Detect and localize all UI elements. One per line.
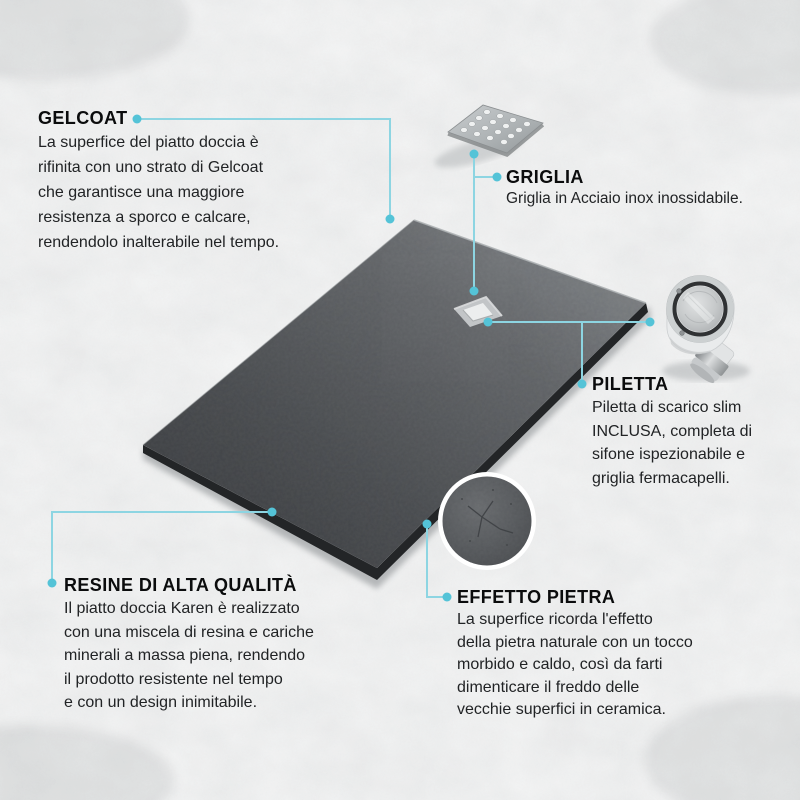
callout-dot [443,593,452,602]
callout-dot [268,508,277,517]
callout-dot [470,150,479,159]
effetto-text-line: morbido e caldo, così da farti [457,656,663,673]
gelcoat-text-line: La superfice del piatto doccia è [38,134,259,151]
piletta-text-line: Piletta di scarico slim [592,399,742,416]
piletta-text-line: INCLUSA, completa di [592,422,753,440]
section-resine [64,575,314,715]
griglia-description [506,189,743,209]
gelcoat-title: GELCOAT [38,108,128,128]
section-gelcoat [38,108,279,255]
gelcoat-text-line: resistenza a sporco e calcare, [38,209,251,226]
effetto-text-line: vecchie superfici in ceramica. [457,701,666,718]
resine-text-line: minerali a massa piena, rendendo [64,647,306,664]
callout-dot [493,173,502,182]
gelcoat-text-line: che garantisce una maggiore [38,184,245,201]
callout-dot [48,579,57,588]
griglia-text-line: Griglia in Acciaio inox inossidabile. [506,190,743,207]
resine-text-line: il prodotto resistente nel tempo [64,670,283,688]
callout-dot [646,318,655,327]
drain-screw [680,331,685,336]
section-griglia [506,167,743,209]
effetto-pietra-description [457,609,693,722]
gelcoat-text-line: rifinita con uno strato di Gelcoat [38,159,264,176]
resine-text-line: con una miscela di resina e cariche [64,623,314,641]
callout-dot [484,318,493,327]
effetto-text-line: dimenticare il freddo delle [457,678,640,696]
gelcoat-description [38,130,279,255]
griglia-title: GRIGLIA [506,167,584,187]
effetto-pietra-title: EFFETTO PIETRA [457,587,616,607]
resine-text-line: e con un design inimitabile. [64,694,258,711]
piletta-text-line: sifone ispezionabile e [592,446,745,463]
resine-description [64,597,314,715]
section-piletta [592,374,752,490]
piletta-title: PILETTA [592,374,669,394]
resine-text-line: Il piatto doccia Karen è realizzato [64,600,300,617]
effetto-text-line: della pietra naturale con un tocco [457,633,693,651]
callout-dot [423,520,432,529]
resine-title: RESINE DI ALTA QUALITÀ [64,575,297,595]
gelcoat-text-line: rendendolo inalterabile nel tempo. [38,234,280,251]
callout-dot [386,215,395,224]
drain-screw [677,289,682,294]
piletta-description [592,396,752,490]
callout-dot [578,380,587,389]
effetto-text-line: La superfice ricorda l'effetto [457,611,653,628]
section-effetto-pietra [457,587,693,722]
piletta-text-line: griglia fermacapelli. [592,469,730,487]
callout-dot [470,287,479,296]
